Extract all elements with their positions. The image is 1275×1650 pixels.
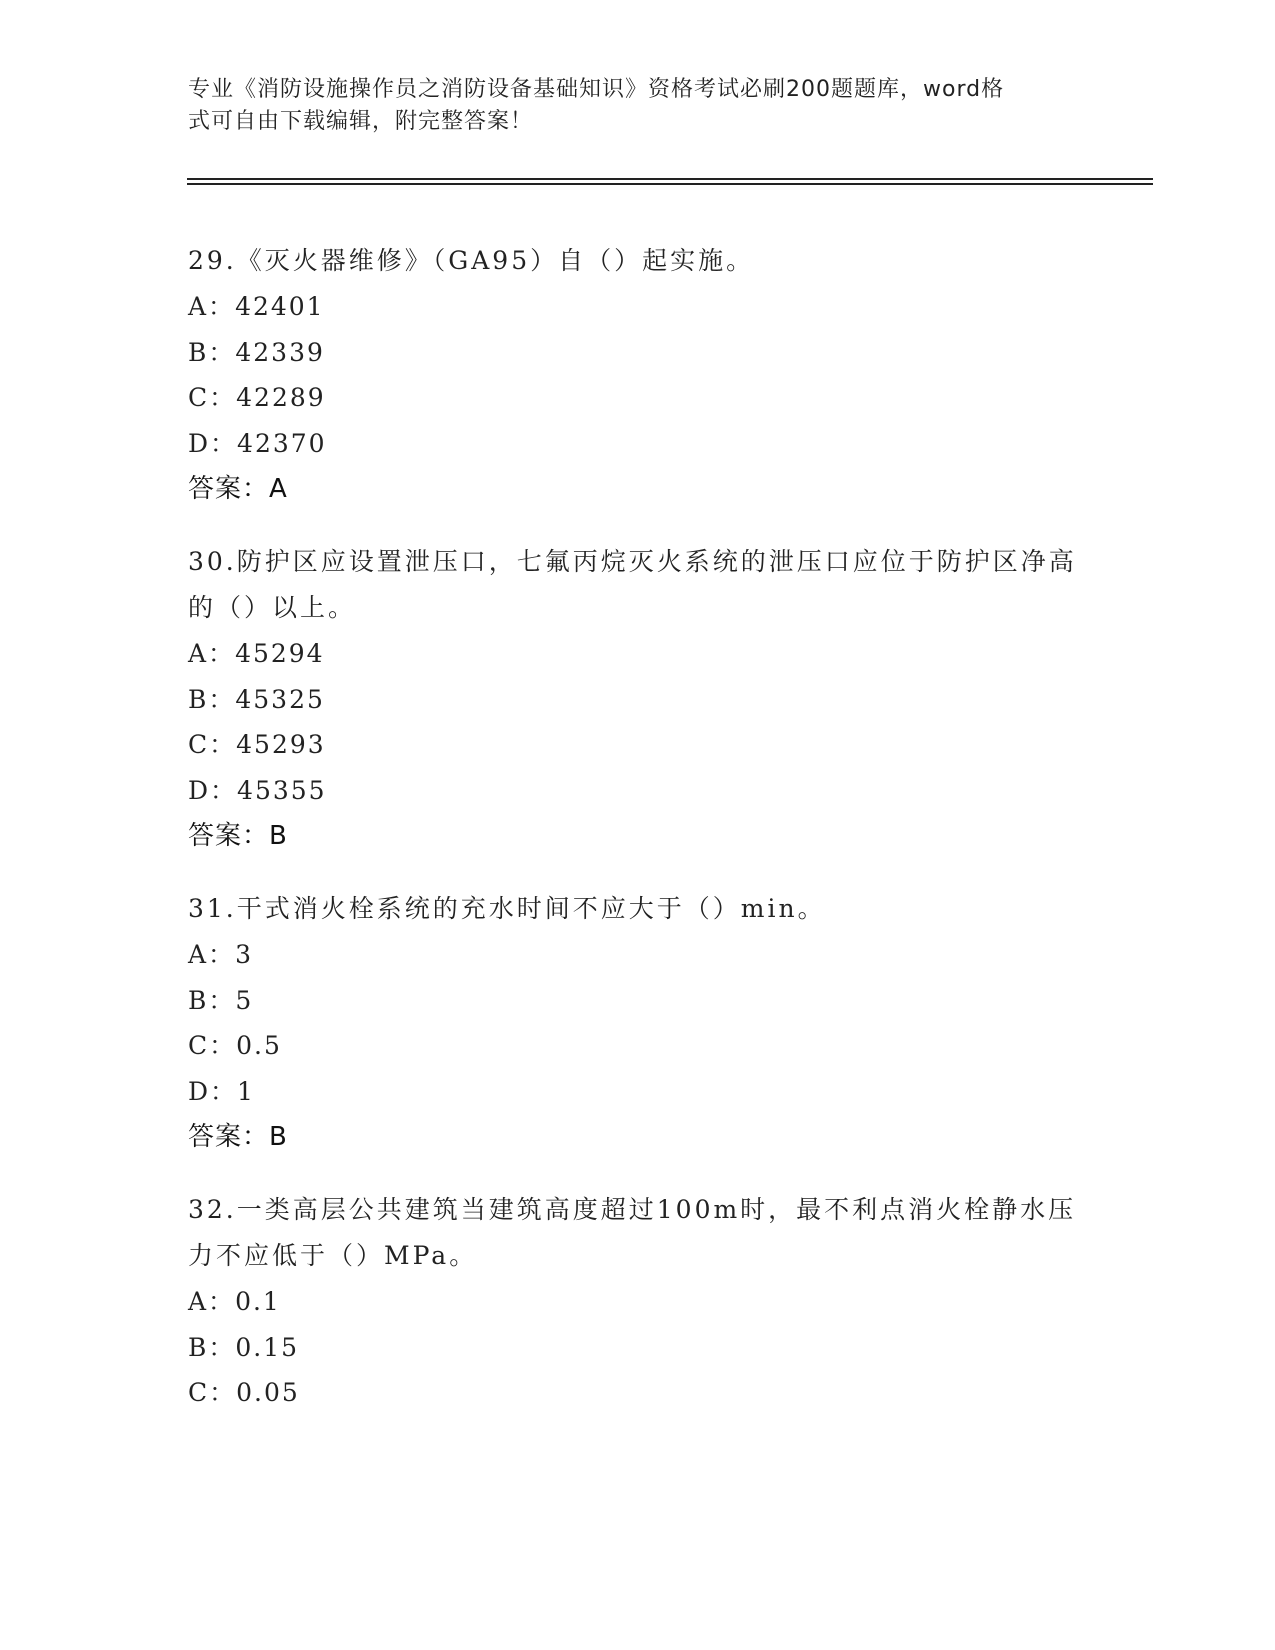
question-list <box>188 238 1088 1443</box>
option-c <box>188 375 1088 421</box>
option-c <box>188 1370 1088 1416</box>
option-text: 45293 <box>236 730 326 759</box>
question-30 <box>188 539 1088 859</box>
option-text: 1 <box>237 1076 255 1106</box>
question-stem: 29.《灭火器维修》（GA95）自（）起实施。 <box>188 246 755 275</box>
answer-line: 答案：A <box>188 474 288 504</box>
option-text: 45355 <box>237 775 327 805</box>
option-a <box>188 631 1088 677</box>
option-text: 0.15 <box>235 1332 300 1362</box>
option-b <box>188 677 1088 723</box>
option-letter: A： <box>188 639 236 668</box>
option-letter: A： <box>188 1287 236 1316</box>
option-letter: D： <box>188 428 238 458</box>
question-stem: 30.防护区应设置泄压口，七氟丙烷灭火系统的泄压口应位于防护区净高的（）以上。 <box>188 547 1077 622</box>
option-text: 45325 <box>235 684 325 714</box>
answer-line: 答案：B <box>188 1122 288 1152</box>
option-letter: B： <box>188 985 236 1015</box>
option-c <box>188 722 1088 768</box>
option-text: 42401 <box>235 292 325 321</box>
option-letter: B： <box>188 684 236 714</box>
option-text: 42339 <box>235 337 325 367</box>
option-c <box>188 1023 1088 1069</box>
option-d <box>188 768 1088 814</box>
option-letter: C： <box>188 383 237 412</box>
question-31 <box>188 886 1088 1160</box>
option-letter: D： <box>188 1076 238 1106</box>
option-letter: B： <box>188 1332 236 1362</box>
option-b <box>188 978 1088 1024</box>
header-line-2: 式可自由下载编辑，附完整答案！ <box>188 109 534 134</box>
option-letter: C： <box>188 1378 237 1407</box>
option-letter: C： <box>188 1031 237 1060</box>
question-29 <box>188 238 1088 512</box>
option-letter: A： <box>188 292 236 321</box>
question-32 <box>188 1187 1088 1416</box>
option-text: 0.5 <box>236 1031 282 1060</box>
option-a <box>188 1279 1088 1325</box>
option-letter: A： <box>188 940 236 969</box>
option-text: 5 <box>235 985 254 1015</box>
option-a <box>188 284 1088 330</box>
question-stem: 31.干式消火栓系统的充水时间不应大于（）min。 <box>188 894 826 923</box>
header-divider-top <box>187 178 1153 180</box>
option-letter: D： <box>188 775 238 805</box>
option-d <box>188 1069 1088 1115</box>
option-letter: C： <box>188 730 237 759</box>
option-text: 42289 <box>236 383 326 412</box>
document-header <box>188 74 1068 138</box>
header-line-1: 专业《消防设施操作员之消防设备基础知识》资格考试必刷200题题库，word格 <box>188 77 1005 102</box>
option-text: 0.1 <box>235 1287 281 1316</box>
option-b <box>188 330 1088 376</box>
header-divider-bottom <box>187 183 1153 185</box>
option-text: 42370 <box>237 428 327 458</box>
answer-line: 答案：B <box>188 821 288 851</box>
question-stem: 32.一类高层公共建筑当建筑高度超过100m时，最不利点消火栓静水压力不应低于（）MPa。 <box>188 1195 1077 1270</box>
option-text: 3 <box>235 940 253 969</box>
option-text: 0.05 <box>236 1378 300 1407</box>
option-d <box>188 421 1088 467</box>
option-b <box>188 1325 1088 1371</box>
option-letter: B： <box>188 337 236 367</box>
option-text: 45294 <box>235 639 325 668</box>
option-a <box>188 932 1088 978</box>
